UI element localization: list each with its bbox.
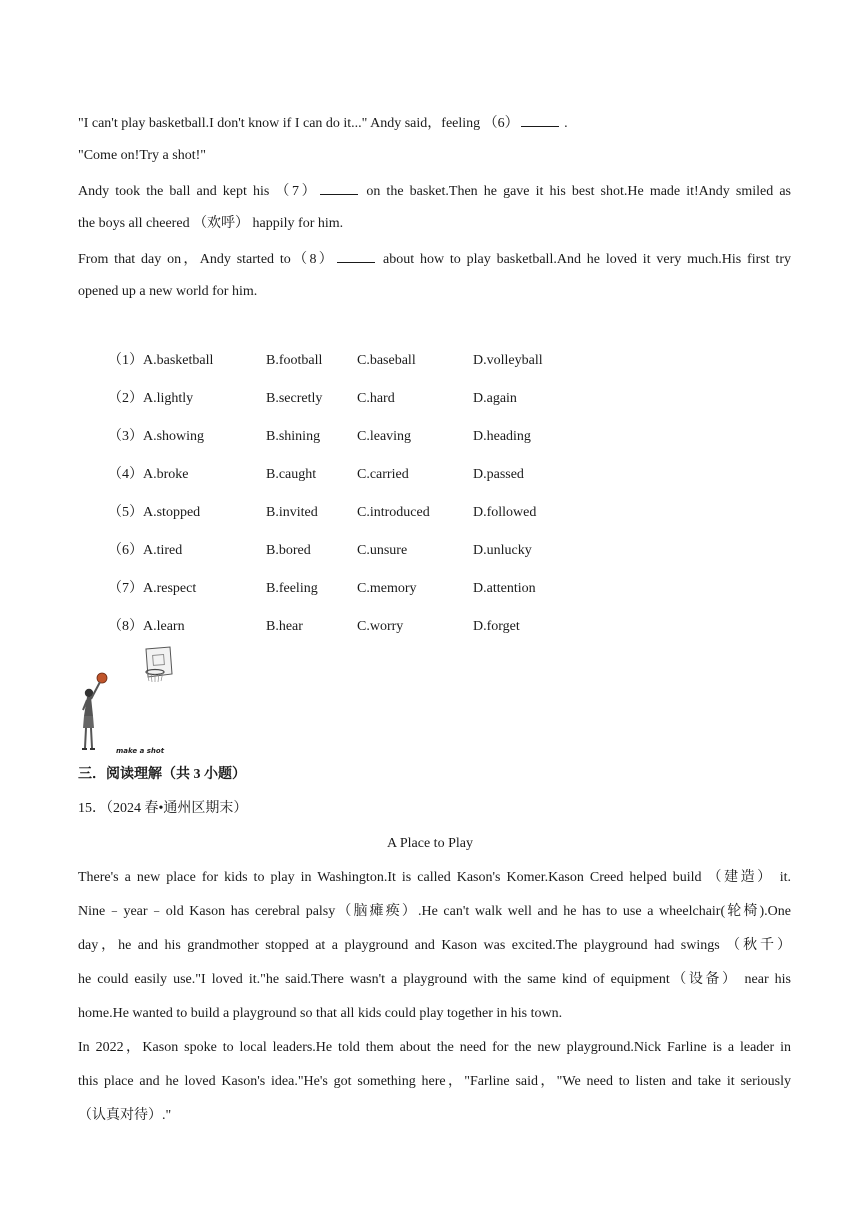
option-number: （3） [108, 429, 143, 444]
option-d[interactable]: D.heading [473, 429, 531, 444]
option-a[interactable] [108, 466, 189, 484]
story-line-3-end: on the basket.Then he gave it his best shot.He made it!Andy smiled as [360, 184, 791, 199]
story-line-3 [78, 181, 791, 201]
option-a[interactable] [108, 428, 204, 446]
passage-line: day，he and his grandmother stopped at a playground and Kason was excited.The playground had swings （秋千） [78, 938, 791, 953]
option-c[interactable]: C.leaving [357, 429, 412, 444]
option-number: （6） [108, 543, 143, 558]
passage-line: In 2022，Kason spoke to local leaders.He told them about the need for the new playground.Nick Farline is a leader in [78, 1040, 791, 1055]
passage-line: Nine﹣year﹣old Kason has cerebral palsy（脑瘫痪）.He can't walk well and he has to use a wheelchair(轮椅).One [78, 904, 791, 919]
story-line-3-text: Andy took the ball and kept his （7） [78, 184, 319, 199]
option-number: （5） [108, 505, 143, 520]
option-row [108, 466, 628, 484]
passage-line: he could easily use."I loved it."he said.There wasn't a playground with the same kind of equipment（设备） near his [78, 972, 791, 987]
option-c[interactable]: C.hard [357, 391, 395, 406]
option-row [108, 504, 628, 522]
story-line-5 [78, 249, 791, 269]
option-c[interactable]: C.introduced [357, 505, 430, 520]
option-number: （1） [108, 353, 143, 368]
passage-line: home.He wanted to build a playground so that all kids could play together in his town. [78, 1006, 563, 1021]
option-a[interactable] [108, 580, 196, 598]
option-d[interactable]: D.passed [473, 467, 524, 482]
story-line-1-text: "I can't play basketball.I don't know if I can do it..." Andy said，feeling （6） [78, 116, 519, 131]
option-a[interactable] [108, 390, 193, 408]
option-a-text: A.basketball [143, 353, 214, 368]
option-a[interactable] [108, 504, 200, 522]
passage-line: There's a new place for kids to play in Washington.It is called Kason's Komer.Kason Creed helped build （建造） it. [78, 870, 791, 885]
girl-shooting-basketball-icon [78, 644, 174, 758]
answer-blank-8 [337, 249, 375, 263]
story-line-6: opened up a new world for him. [78, 284, 258, 299]
option-d[interactable]: D.volleyball [473, 353, 543, 368]
option-c[interactable]: C.worry [357, 619, 404, 634]
story-line-1-end: . [560, 116, 568, 131]
option-b[interactable]: B.shining [266, 429, 321, 444]
story-line-4: the boys all cheered （欢呼） happily for him. [78, 216, 344, 231]
option-b[interactable]: B.secretly [266, 391, 323, 406]
option-c[interactable]: C.unsure [357, 543, 408, 558]
option-row [108, 580, 628, 598]
option-b[interactable]: B.hear [266, 619, 303, 634]
option-a-text: A.stopped [143, 505, 201, 520]
option-a[interactable] [108, 542, 182, 560]
option-b[interactable]: B.football [266, 353, 323, 368]
answer-blank-7 [320, 181, 358, 195]
option-a[interactable] [108, 352, 213, 370]
option-b[interactable]: B.invited [266, 505, 318, 520]
option-b[interactable]: B.feeling [266, 581, 318, 596]
option-c[interactable]: C.carried [357, 467, 409, 482]
option-d[interactable]: D.unlucky [473, 543, 532, 558]
option-a-text: A.lightly [143, 391, 194, 406]
option-row [108, 428, 628, 446]
option-number: （2） [108, 391, 143, 406]
option-d[interactable]: D.attention [473, 581, 536, 596]
option-a-text: A.broke [143, 467, 189, 482]
option-a-text: A.showing [143, 429, 205, 444]
story-line-5-text: From that day on，Andy started to（8） [78, 252, 336, 267]
option-a[interactable] [108, 618, 185, 636]
option-row [108, 618, 628, 636]
story-line-2: "Come on!Try a shot!" [78, 148, 206, 163]
option-b[interactable]: B.bored [266, 543, 311, 558]
option-c[interactable]: C.memory [357, 581, 417, 596]
figure-caption: make a shot [116, 747, 165, 755]
answer-blank-6 [521, 113, 559, 127]
option-number: （8） [108, 619, 143, 634]
option-number: （4） [108, 467, 143, 482]
option-a-text: A.learn [143, 619, 185, 634]
basketball-shot-illustration [78, 644, 174, 758]
option-row [108, 542, 628, 560]
option-c[interactable]: C.baseball [357, 353, 416, 368]
option-row [108, 352, 628, 370]
option-d[interactable]: D.forget [473, 619, 520, 634]
passage-line: （认真对待）." [78, 1108, 172, 1123]
option-d[interactable]: D.again [473, 391, 517, 406]
option-number: （7） [108, 581, 143, 596]
option-a-text: A.tired [143, 543, 183, 558]
option-row [108, 390, 628, 408]
option-a-text: A.respect [143, 581, 197, 596]
question-source: 15．（2024 春•通州区期末） [78, 801, 248, 816]
story-line-5-end: about how to play basketball.And he loved it very much.His first try [377, 252, 791, 267]
story-line-1 [78, 113, 568, 133]
passage-title: A Place to Play [387, 836, 473, 851]
option-d[interactable]: D.followed [473, 505, 537, 520]
passage-line: this place and he loved Kason's idea."He's got something here，"Farline said，"We need to listen and take it seriously [78, 1074, 791, 1089]
section-heading: 三．阅读理解（共 3 小题） [78, 767, 246, 782]
option-b[interactable]: B.caught [266, 467, 317, 482]
